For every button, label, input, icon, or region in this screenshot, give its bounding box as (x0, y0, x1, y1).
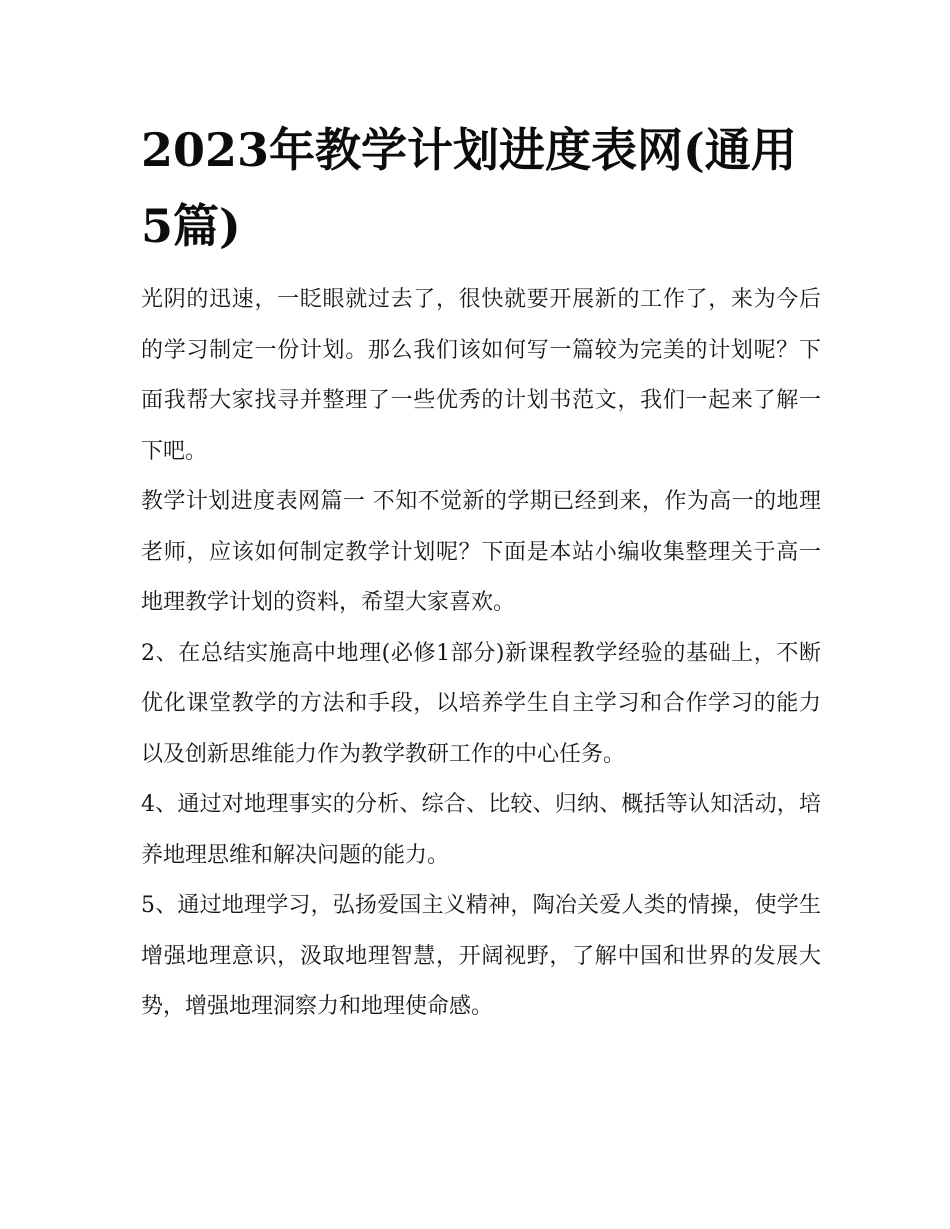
paragraph-section-one: 教学计划进度表网篇一 不知不觉新的学期已经到来，作为高一的地理老师，应该如何制定教学计划呢？下面是本站小编收集整理关于高一地理教学计划的资料，希望大家喜欢。 (141, 489, 821, 615)
paragraph-item-5: 5、通过地理学习，弘扬爱国主义精神，陶冶关爱人类的情操，使学生增强地理意识，汲取地理智慧，开阔视野，了解中国和世界的发展大势，增强地理洞察力和地理使命感。 (141, 893, 821, 1019)
paragraph-item-4: 4、通过对地理事实的分析、综合、比较、归纳、概括等认知活动，培养地理思维和解决问题的能力。 (141, 792, 821, 868)
paragraph-item-2: 2、在总结实施高中地理(必修1部分)新课程教学经验的基础上，不断优化课堂教学的方法和手段，以培养学生自主学习和合作学习的能力以及创新思维能力作为教学教研工作的中心任务。 (141, 640, 821, 767)
document-body (141, 275, 821, 1033)
document-title: 2023年教学计划进度表网(通用5篇) (141, 123, 797, 253)
paragraph-intro: 光阴的迅速，一眨眼就过去了，很快就要开展新的工作了，来为今后的学习制定一份计划。那么我们该如何写一篇较为完美的计划呢？下面我帮大家找寻并整理了一些优秀的计划书范文，我们一起来了解一下吧。 (141, 287, 821, 464)
